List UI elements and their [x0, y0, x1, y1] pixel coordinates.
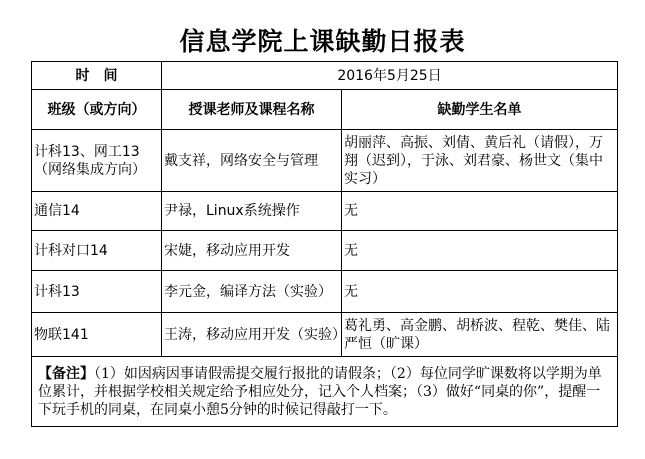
absent-header: 缺勤学生名单 — [342, 90, 618, 130]
header-row — [32, 90, 618, 130]
absent-cell: 葛礼勇、高金鹏、胡桥波、程乾、樊佳、陆严恒（旷课） — [342, 313, 618, 357]
absent-cell: 无 — [342, 271, 618, 313]
time-row — [32, 62, 618, 90]
teacher-course-cell: 王涛，移动应用开发（实验） — [162, 313, 342, 357]
note-label: 【备注】 — [38, 365, 94, 382]
absent-cell: 无 — [342, 231, 618, 271]
class-cell: 计科对口14 — [32, 231, 162, 271]
class-header: 班级（或方向） — [32, 90, 162, 130]
teacher-course-header: 授课老师及课程名称 — [162, 90, 342, 130]
note-cell — [32, 357, 618, 427]
note-row — [32, 357, 618, 427]
table-row — [32, 231, 618, 271]
table-row — [32, 271, 618, 313]
table-row — [32, 313, 618, 357]
absent-cell: 无 — [342, 192, 618, 231]
time-label: 时 间 — [32, 62, 162, 90]
teacher-course-cell: 李元金，编译方法（实验） — [162, 271, 342, 313]
absence-table — [31, 61, 618, 427]
report-title: 信息学院上课缺勤日报表 — [179, 27, 466, 56]
class-cell: 计科13 — [32, 271, 162, 313]
absent-cell: 胡丽萍、高振、刘倩、黄后礼（请假），万翔（迟到），于泳、刘君豪、杨世文（集中实习） — [342, 130, 618, 192]
teacher-course-cell: 戴支祥，网络安全与管理 — [162, 130, 342, 192]
teacher-course-cell: 尹禄，Linux系统操作 — [162, 192, 342, 231]
teacher-course-cell: 宋婕，移动应用开发 — [162, 231, 342, 271]
table-row — [32, 130, 618, 192]
date-cell: 2016年5月25日 — [162, 62, 618, 90]
note-text: （1）如因病因事请假需提交履行报批的请假条；（2）每位同学旷课数将以学期为单位累计，并根据学校相关规定给予相应处分，记入个人档案；（3）做好“同桌的你”，提醒一下玩手机的同桌，在同桌小憩5分钟的时候记得敲打一下。 — [38, 365, 602, 418]
class-cell: 计科13、网工13（网络集成方向） — [32, 130, 162, 192]
class-cell: 物联141 — [32, 313, 162, 357]
class-cell: 通信14 — [32, 192, 162, 231]
table-row — [32, 192, 618, 231]
